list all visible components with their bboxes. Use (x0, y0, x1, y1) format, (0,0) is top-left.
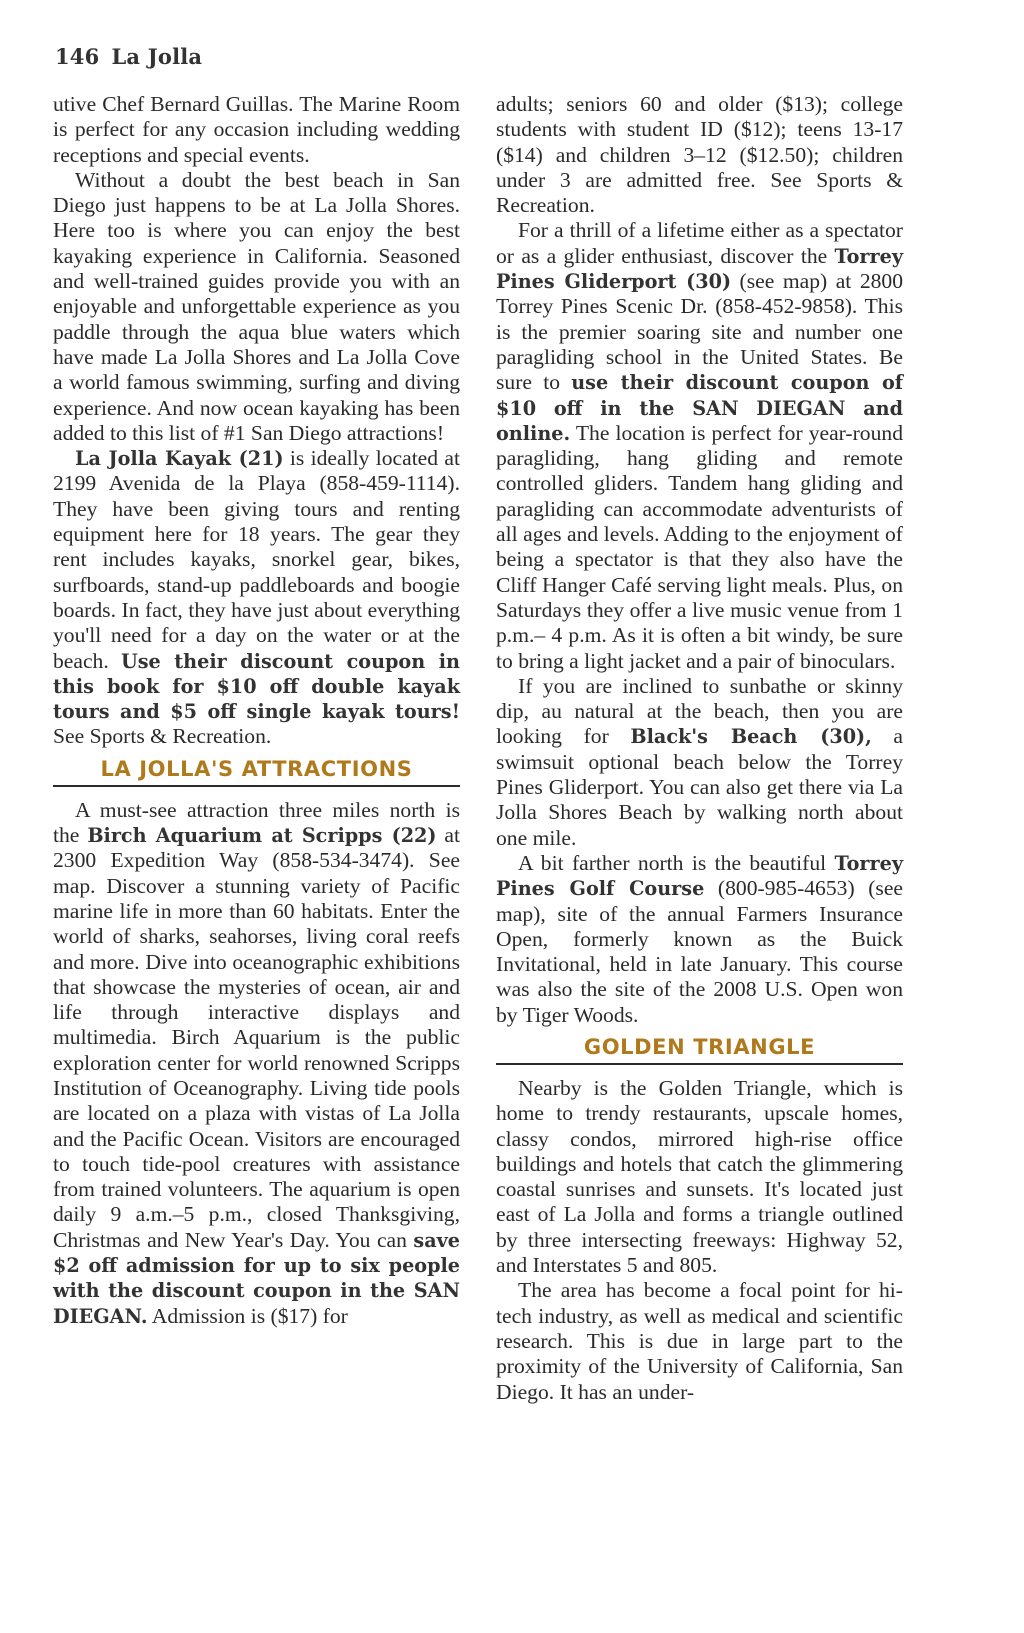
business-name-la-jolla-kayak: La Jolla Kayak (21) (75, 447, 284, 471)
gliderport-coupon-offer: use their discount coupon of $10 off in the SAN DIEGAN and online. (496, 371, 903, 445)
gliderport-intro: For a thrill of a lifetime either as a spectator or as a glider enthusiast, discover the (496, 218, 903, 268)
gliderport-details: The location is perfect for year-round paragliding, hang gliding and remote controlled gliders. Tandem hang gliding and paragliding can accommodate adventurists of all ages and levels. Adding to the enjoyment of being a spectator is that they also have the Cliff Hanger Café serving light meals. Plus, on Saturdays they offer a live music venue from 1 p.m.– 4 p.m. As it is often a bit windy, be sure to bring a light jacket and a pair of binoculars. (496, 420, 903, 673)
paragraph-gliderport (496, 218, 903, 673)
running-title: La Jolla (111, 44, 203, 69)
left-column (53, 92, 460, 1329)
right-column (496, 92, 903, 1405)
business-name-golf-course: Torrey Pines Golf Course (496, 851, 903, 901)
blacks-beach-intro: If you are inclined to sunbathe or skinny dip, au natural at the beach, then you are looking for (496, 673, 903, 749)
section-heading-golden-triangle: GOLDEN TRIANGLE (496, 1034, 903, 1065)
kayak-see-also: See Sports & Recreation. (53, 724, 272, 749)
business-name-blacks-beach: Black's Beach (30), (630, 725, 872, 749)
aquarium-description: at 2300 Expedition Way (858-534-3474). See map. Discover a stunning variety of Pacific marine life in more than 60 habitats. Enter the world of sharks, seahorses, living coral reefs and more. Dive into oceanographic exhibitions that showcase the mysteries of ocean, air and life through interactive displays and multimedia. Birch Aquarium is the public exploration center for world renowned Scripps Institution of Oceanography. Living tide pools are located on a plaza with vistas of La Jolla and the Pacific Ocean. Visitors are encouraged to touch tide-pool creatures with assistance from trained volunteers. The aquarium is open daily 9 a.m.–5 p.m., closed Thanksgiving, Christmas and New Year's Day. You can (53, 823, 460, 1252)
golf-intro: A bit farther north is the beautiful (518, 850, 835, 875)
business-name-birch-aquarium: Birch Aquarium at Scripps (22) (87, 824, 437, 848)
paragraph-golf-course (496, 851, 903, 1028)
aquarium-admission: Admission is ($17) for (147, 1303, 348, 1328)
running-head (55, 44, 202, 69)
golf-description: (800-985-4653) (see map), site of the annual Farmers Insurance Open, formerly known as the Buick Invitational, held in late January. This course was also the site of the 2008 U.S. Open won by Tiger Woods. (496, 876, 904, 1027)
aquarium-coupon-offer: save $2 off admission for up to six people with the discount coupon in the SAN DIEGAN. (53, 1228, 460, 1328)
paragraph-admission-prices: adults; seniors 60 and older ($13); college students with student ID ($12); teens 13-17 ($14) and children 3–12 ($12.50); children under 3 are admitted free. See Sports & Recreation. (496, 92, 903, 218)
paragraph-best-beach: Without a doubt the best beach in San Diego just happens to be at La Jolla Shores. Here too is where you can enjoy the best kayaking experience in California. Seasoned and well-trained guides provide you with an enjoyable and unforgettable experience as you paddle through the aqua blue waters which have made La Jolla Shores and La Jolla Cove a world famous swimming, surfing and diving experience. And now ocean kayaking has been added to this list of #1 San Diego attractions! (53, 167, 460, 445)
business-name-gliderport: Torrey Pines Gliderport (30) (496, 244, 903, 294)
kayak-coupon-offer: Use their discount coupon in this book for $10 off double kayak tours and $5 off single kayak tours! (53, 649, 460, 724)
paragraph-birch-aquarium (53, 798, 460, 1329)
paragraph-marine-room: utive Chef Bernard Guillas. The Marine Room is perfect for any occasion including wedding receptions and special events. (53, 92, 460, 167)
blacks-beach-description: a swimsuit optional beach below the Torrey Pines Gliderport. You can also get there via La Jolla Shores Beach by walking north about one mile. (496, 724, 904, 850)
paragraph-blacks-beach (496, 674, 903, 851)
kayak-description: is ideally located at 2199 Avenida de la Playa (858-459-1114). They have been giving tours and renting equipment here for 18 years. The gear they rent includes kayaks, snorkel gear, bikes, surfboards, stand-up paddleboards and boogie boards. In fact, they have just about everything you'll need for a day on the water or at the beach. (53, 446, 460, 673)
paragraph-golden-triangle: Nearby is the Golden Triangle, which is home to trendy restaurants, upscale homes, classy condos, mirrored high-rise office buildings and hotels that catch the glimmering coastal sunrises and sunsets. It's located just east of La Jolla and forms a triangle outlined by three intersecting freeways: Highway 52, and Interstates 5 and 805. (496, 1075, 903, 1278)
gliderport-description: (see map) at 2800 Torrey Pines Scenic Dr. (858-452-9858). This is the premier soaring site and number one paragliding school in the United States. Be sure to (496, 269, 904, 395)
paragraph-la-jolla-kayak (53, 446, 460, 750)
paragraph-research-hub: The area has become a focal point for hi-tech industry, as well as medical and scientific research. This is due in large part to the proximity of the University of California, San Diego. It has an under- (496, 1278, 903, 1404)
section-heading-attractions: LA JOLLA'S ATTRACTIONS (53, 756, 460, 787)
aquarium-intro: A must-see attraction three miles north is the (53, 797, 460, 848)
page-number: 146 (55, 44, 100, 69)
